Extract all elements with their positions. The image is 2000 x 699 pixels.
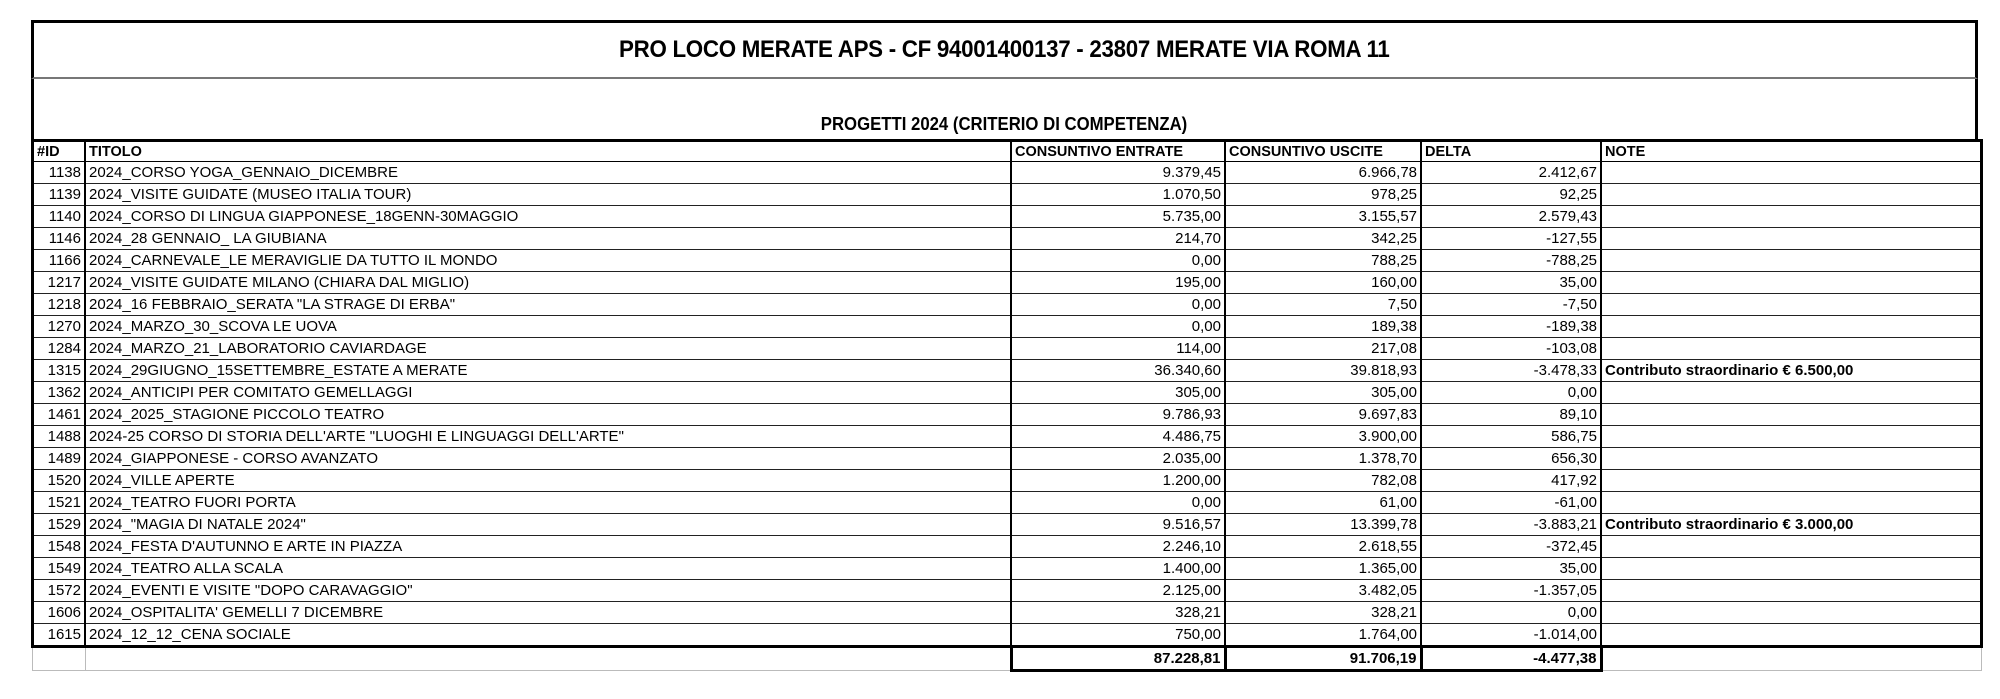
cell-uscite[interactable]: 61,00 xyxy=(1225,492,1421,514)
cell-note[interactable] xyxy=(1601,184,1982,206)
table-row xyxy=(33,514,1982,536)
cell-note[interactable] xyxy=(1601,426,1982,448)
table-row xyxy=(33,338,1982,360)
cell-uscite[interactable]: 6.966,78 xyxy=(1225,162,1421,184)
cell-entrate[interactable]: 214,70 xyxy=(1011,228,1225,250)
cell-delta[interactable]: -61,00 xyxy=(1421,492,1601,514)
cell-entrate[interactable]: 195,00 xyxy=(1011,272,1225,294)
cell-entrate[interactable]: 9.379,45 xyxy=(1011,162,1225,184)
cell-uscite[interactable]: 217,08 xyxy=(1225,338,1421,360)
cell-delta[interactable]: 35,00 xyxy=(1421,558,1601,580)
cell-entrate[interactable]: 1.200,00 xyxy=(1011,470,1225,492)
page-subtitle: PROGETTI 2024 (CRITERIO DI COMPETENZA) xyxy=(821,114,1188,134)
cell-uscite[interactable]: 978,25 xyxy=(1225,184,1421,206)
cell-delta[interactable]: -127,55 xyxy=(1421,228,1601,250)
cell-delta[interactable]: 89,10 xyxy=(1421,404,1601,426)
cell-delta[interactable]: 656,30 xyxy=(1421,448,1601,470)
cell-uscite[interactable]: 3.900,00 xyxy=(1225,426,1421,448)
cell-titolo[interactable]: 2024_ANTICIPI PER COMITATO GEMELLAGGI xyxy=(85,382,1011,404)
cell-entrate[interactable]: 2.125,00 xyxy=(1011,580,1225,602)
cell-titolo[interactable]: 2024_CORSO DI LINGUA GIAPPONESE_18GENN-30MAGGIO xyxy=(85,206,1011,228)
cell-titolo[interactable]: 2024_CARNEVALE_LE MERAVIGLIE DA TUTTO IL MONDO xyxy=(85,250,1011,272)
cell-entrate[interactable]: 1.070,50 xyxy=(1011,184,1225,206)
cell-id[interactable]: 1461 xyxy=(33,404,86,426)
cell-id[interactable]: 1139 xyxy=(33,184,86,206)
table-row xyxy=(33,558,1982,580)
cell-uscite[interactable]: 39.818,93 xyxy=(1225,360,1421,382)
cell-note[interactable] xyxy=(1601,448,1982,470)
page-title: PRO LOCO MERATE APS - CF 94001400137 - 23807 MERATE VIA ROMA 11 xyxy=(619,36,1390,63)
cell-uscite[interactable]: 9.697,83 xyxy=(1225,404,1421,426)
column-header-id[interactable]: #ID xyxy=(33,141,86,162)
cell-note[interactable] xyxy=(1601,272,1982,294)
totals-title-cell[interactable] xyxy=(85,647,1011,671)
cell-titolo[interactable]: 2024_TEATRO ALLA SCALA xyxy=(85,558,1011,580)
cell-entrate[interactable]: 328,21 xyxy=(1011,602,1225,624)
cell-delta[interactable]: -1.014,00 xyxy=(1421,624,1601,647)
cell-uscite[interactable]: 13.399,78 xyxy=(1225,514,1421,536)
cell-id[interactable]: 1270 xyxy=(33,316,86,338)
cell-uscite[interactable]: 328,21 xyxy=(1225,602,1421,624)
cell-titolo[interactable]: 2024_16 FEBBRAIO_SERATA "LA STRAGE DI ERBA" xyxy=(85,294,1011,316)
cell-uscite[interactable]: 189,38 xyxy=(1225,316,1421,338)
cell-id[interactable]: 1520 xyxy=(33,470,86,492)
table-row xyxy=(33,426,1982,448)
cell-uscite[interactable]: 782,08 xyxy=(1225,470,1421,492)
cell-note[interactable] xyxy=(1601,558,1982,580)
cell-id[interactable]: 1489 xyxy=(33,448,86,470)
cell-note[interactable]: Contributo straordinario € 6.500,00 xyxy=(1601,360,1982,382)
cell-note[interactable] xyxy=(1601,624,1982,647)
cell-delta[interactable]: -788,25 xyxy=(1421,250,1601,272)
table-body xyxy=(33,162,1982,647)
cell-delta[interactable]: 2.412,67 xyxy=(1421,162,1601,184)
cell-note[interactable] xyxy=(1601,162,1982,184)
cell-note[interactable] xyxy=(1601,382,1982,404)
totals-row xyxy=(33,647,1982,671)
cell-uscite[interactable]: 7,50 xyxy=(1225,294,1421,316)
total-delta[interactable]: -4.477,38 xyxy=(1421,647,1601,671)
cell-delta[interactable]: 92,25 xyxy=(1421,184,1601,206)
cell-entrate[interactable]: 4.486,75 xyxy=(1011,426,1225,448)
cell-id[interactable]: 1140 xyxy=(33,206,86,228)
cell-delta[interactable]: -3.478,33 xyxy=(1421,360,1601,382)
cell-uscite[interactable]: 342,25 xyxy=(1225,228,1421,250)
cell-titolo[interactable]: 2024_"MAGIA DI NATALE 2024" xyxy=(85,514,1011,536)
cell-entrate[interactable]: 305,00 xyxy=(1011,382,1225,404)
table-row xyxy=(33,228,1982,250)
spreadsheet-report xyxy=(31,20,1978,672)
cell-delta[interactable]: 417,92 xyxy=(1421,470,1601,492)
cell-delta[interactable]: -372,45 xyxy=(1421,536,1601,558)
cell-delta[interactable]: -189,38 xyxy=(1421,316,1601,338)
cell-entrate[interactable]: 1.400,00 xyxy=(1011,558,1225,580)
cell-note[interactable] xyxy=(1601,338,1982,360)
table-row xyxy=(33,404,1982,426)
table-row xyxy=(33,206,1982,228)
cell-id[interactable]: 1166 xyxy=(33,250,86,272)
column-header-note[interactable]: NOTE xyxy=(1601,141,1982,162)
cell-entrate[interactable]: 9.516,57 xyxy=(1011,514,1225,536)
cell-titolo[interactable]: 2024_EVENTI E VISITE "DOPO CARAVAGGIO" xyxy=(85,580,1011,602)
table-row xyxy=(33,448,1982,470)
cell-id[interactable]: 1284 xyxy=(33,338,86,360)
cell-entrate[interactable]: 2.035,00 xyxy=(1011,448,1225,470)
cell-entrate[interactable]: 114,00 xyxy=(1011,338,1225,360)
table-row xyxy=(33,184,1982,206)
cell-note[interactable] xyxy=(1601,536,1982,558)
cell-id[interactable]: 1146 xyxy=(33,228,86,250)
cell-id[interactable]: 1548 xyxy=(33,536,86,558)
cell-id[interactable]: 1572 xyxy=(33,580,86,602)
cell-note[interactable] xyxy=(1601,206,1982,228)
cell-entrate[interactable]: 2.246,10 xyxy=(1011,536,1225,558)
cell-id[interactable]: 1521 xyxy=(33,492,86,514)
table-row xyxy=(33,294,1982,316)
cell-entrate[interactable]: 36.340,60 xyxy=(1011,360,1225,382)
cell-uscite[interactable]: 788,25 xyxy=(1225,250,1421,272)
cell-titolo[interactable]: 2024_GIAPPONESE - CORSO AVANZATO xyxy=(85,448,1011,470)
cell-titolo[interactable]: 2024-25 CORSO DI STORIA DELL'ARTE "LUOGHI E LINGUAGGI DELL'ARTE" xyxy=(85,426,1011,448)
cell-id[interactable]: 1488 xyxy=(33,426,86,448)
cell-delta[interactable]: -103,08 xyxy=(1421,338,1601,360)
column-header-titolo[interactable]: TITOLO xyxy=(85,141,1011,162)
table-row xyxy=(33,624,1982,647)
cell-titolo[interactable]: 2024_TEATRO FUORI PORTA xyxy=(85,492,1011,514)
cell-id[interactable]: 1549 xyxy=(33,558,86,580)
cell-note[interactable] xyxy=(1601,470,1982,492)
table-row xyxy=(33,250,1982,272)
table-row xyxy=(33,470,1982,492)
cell-uscite[interactable]: 305,00 xyxy=(1225,382,1421,404)
cell-titolo[interactable]: 2024_OSPITALITA' GEMELLI 7 DICEMBRE xyxy=(85,602,1011,624)
cell-uscite[interactable]: 1.378,70 xyxy=(1225,448,1421,470)
cell-delta[interactable]: 586,75 xyxy=(1421,426,1601,448)
cell-delta[interactable]: 0,00 xyxy=(1421,382,1601,404)
cell-entrate[interactable]: 0,00 xyxy=(1011,250,1225,272)
cell-titolo[interactable]: 2024_2025_STAGIONE PICCOLO TEATRO xyxy=(85,404,1011,426)
cell-delta[interactable]: 2.579,43 xyxy=(1421,206,1601,228)
cell-id[interactable]: 1217 xyxy=(33,272,86,294)
cell-delta[interactable]: -7,50 xyxy=(1421,294,1601,316)
cell-note[interactable] xyxy=(1601,228,1982,250)
cell-titolo[interactable]: 2024_MARZO_30_SCOVA LE UOVA xyxy=(85,316,1011,338)
cell-titolo[interactable]: 2024_CORSO YOGA_GENNAIO_DICEMBRE xyxy=(85,162,1011,184)
cell-entrate[interactable]: 0,00 xyxy=(1011,492,1225,514)
cell-uscite[interactable]: 1.365,00 xyxy=(1225,558,1421,580)
table-row xyxy=(33,580,1982,602)
cell-id[interactable]: 1315 xyxy=(33,360,86,382)
cell-titolo[interactable]: 2024_VISITE GUIDATE (MUSEO ITALIA TOUR) xyxy=(85,184,1011,206)
cell-delta[interactable]: 35,00 xyxy=(1421,272,1601,294)
cell-delta[interactable]: 0,00 xyxy=(1421,602,1601,624)
table-header-row xyxy=(33,141,1982,162)
cell-id[interactable]: 1218 xyxy=(33,294,86,316)
cell-note[interactable] xyxy=(1601,492,1982,514)
table-row xyxy=(33,536,1982,558)
title-band xyxy=(31,20,1978,79)
cell-id[interactable]: 1362 xyxy=(33,382,86,404)
cell-titolo[interactable]: 2024_29GIUGNO_15SETTEMBRE_ESTATE A MERATE xyxy=(85,360,1011,382)
subtitle-band xyxy=(31,79,1978,139)
cell-titolo[interactable]: 2024_FESTA D'AUTUNNO E ARTE IN PIAZZA xyxy=(85,536,1011,558)
cell-note[interactable] xyxy=(1601,250,1982,272)
cell-uscite[interactable]: 3.482,05 xyxy=(1225,580,1421,602)
cell-uscite[interactable]: 3.155,57 xyxy=(1225,206,1421,228)
cell-entrate[interactable]: 0,00 xyxy=(1011,316,1225,338)
totals-note-cell[interactable] xyxy=(1601,647,1982,671)
total-uscite[interactable]: 91.706,19 xyxy=(1225,647,1421,671)
cell-note[interactable] xyxy=(1601,602,1982,624)
table-row xyxy=(33,316,1982,338)
table-row xyxy=(33,162,1982,184)
cell-delta[interactable]: -3.883,21 xyxy=(1421,514,1601,536)
cell-titolo[interactable]: 2024_VILLE APERTE xyxy=(85,470,1011,492)
totals-id-cell[interactable] xyxy=(33,647,86,671)
cell-entrate[interactable]: 5.735,00 xyxy=(1011,206,1225,228)
cell-note[interactable] xyxy=(1601,580,1982,602)
cell-note[interactable] xyxy=(1601,316,1982,338)
cell-id[interactable]: 1615 xyxy=(33,624,86,647)
cell-uscite[interactable]: 1.764,00 xyxy=(1225,624,1421,647)
table-row xyxy=(33,272,1982,294)
cell-delta[interactable]: -1.357,05 xyxy=(1421,580,1601,602)
table-row xyxy=(33,382,1982,404)
cell-id[interactable]: 1529 xyxy=(33,514,86,536)
projects-table xyxy=(31,139,1983,672)
cell-note[interactable] xyxy=(1601,404,1982,426)
cell-uscite[interactable]: 2.618,55 xyxy=(1225,536,1421,558)
cell-titolo[interactable]: 2024_MARZO_21_LABORATORIO CAVIARDAGE xyxy=(85,338,1011,360)
cell-uscite[interactable]: 160,00 xyxy=(1225,272,1421,294)
column-header-delta[interactable]: DELTA xyxy=(1421,141,1601,162)
table-row xyxy=(33,602,1982,624)
cell-note[interactable] xyxy=(1601,294,1982,316)
cell-entrate[interactable]: 0,00 xyxy=(1011,294,1225,316)
cell-entrate[interactable]: 750,00 xyxy=(1011,624,1225,647)
table-row xyxy=(33,360,1982,382)
cell-titolo[interactable]: 2024_VISITE GUIDATE MILANO (CHIARA DAL MIGLIO) xyxy=(85,272,1011,294)
total-entrate[interactable]: 87.228,81 xyxy=(1011,647,1225,671)
cell-note[interactable]: Contributo straordinario € 3.000,00 xyxy=(1601,514,1982,536)
cell-titolo[interactable]: 2024_12_12_CENA SOCIALE xyxy=(85,624,1011,647)
table-row xyxy=(33,492,1982,514)
column-header-entrate[interactable]: CONSUNTIVO ENTRATE xyxy=(1011,141,1225,162)
cell-titolo[interactable]: 2024_28 GENNAIO_ LA GIUBIANA xyxy=(85,228,1011,250)
cell-id[interactable]: 1138 xyxy=(33,162,86,184)
cell-id[interactable]: 1606 xyxy=(33,602,86,624)
column-header-uscite[interactable]: CONSUNTIVO USCITE xyxy=(1225,141,1421,162)
cell-entrate[interactable]: 9.786,93 xyxy=(1011,404,1225,426)
